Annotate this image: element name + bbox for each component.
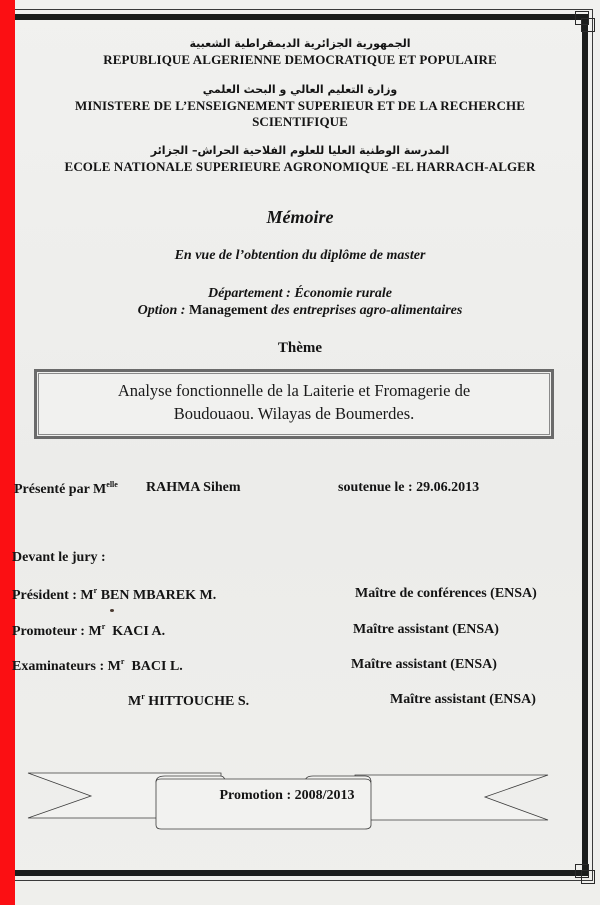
jury-member-role [128, 692, 249, 710]
jury-title-sup: r [93, 586, 98, 595]
promotion-years: Promotion : 2008/2013 [219, 788, 355, 803]
jury-member-title: Maître assistant (ENSA) [351, 657, 497, 672]
jury-role-label: Promoteur : M [12, 624, 102, 639]
theme-title-line1: Analyse fonctionnelle de la Laiterie et Fromagerie de [117, 381, 471, 400]
theme-title-box [34, 369, 554, 439]
presented-by-title-sup: elle [106, 480, 118, 489]
department: Département : Économie rurale [208, 286, 392, 301]
school-french: ECOLE NATIONALE SUPERIEURE AGRONOMIQUE -EL HARRACH-ALGER [64, 159, 536, 174]
document-type: Mémoire [266, 207, 334, 227]
degree-purpose: En vue de l’obtention du diplôme de master [174, 248, 426, 263]
jury-member-title: Maître assistant (ENSA) [353, 622, 499, 637]
frame-thick-top-line [15, 14, 588, 20]
jury-member-name: KACI A. [105, 624, 166, 639]
jury-member-name: BACI L. [124, 659, 183, 674]
option [15, 303, 585, 319]
red-binding-strip [0, 0, 15, 905]
ministry-arabic: وزارة التعليم العالي و البحث العلمي [202, 83, 398, 96]
theme-title-line2: Boudouaou. Wilayas de Boumerdes. [173, 404, 415, 423]
option-main: Management [188, 303, 272, 318]
ministry-french-line1: MINISTERE DE L’ENSEIGNEMENT SUPERIEUR ET DE LA RECHERCHE [75, 98, 525, 113]
jury-title-sup: r [141, 692, 145, 701]
frame-thin-right-line [592, 9, 593, 880]
ribbon-center-panel [156, 779, 371, 829]
jury-member-name: BEN MBAREK M. [97, 588, 217, 603]
jury-role-label: Examinateurs : M [12, 659, 121, 674]
theme-label: Thème [277, 340, 323, 356]
jury-heading: Devant le jury : [12, 550, 106, 565]
defense-date: soutenue le : 29.06.2013 [338, 480, 480, 495]
jury-title-sup: r [101, 622, 106, 631]
frame-thin-bottom-line [15, 880, 593, 881]
presented-by [14, 480, 118, 498]
jury-role-label: Président : M [12, 588, 94, 603]
jury-member-role [12, 622, 165, 640]
jury-role-label: M [128, 694, 142, 709]
frame-corner-ornament [581, 870, 595, 884]
ministry-french-line2: SCIENTIFIQUE [252, 114, 348, 129]
scan-speck [110, 609, 114, 612]
frame-thin-top-line [15, 9, 592, 10]
jury-member-title: Maître assistant (ENSA) [390, 692, 536, 707]
jury-member-role [12, 586, 216, 604]
frame-corner-ornament [581, 18, 595, 32]
option-label: Option : [137, 303, 189, 318]
jury-member-title: Maître de conférences (ENSA) [355, 586, 537, 601]
frame-thick-bottom-line [15, 870, 588, 876]
presented-by-label: Présenté par M [14, 482, 107, 497]
jury-title-sup: r [120, 657, 125, 666]
school-arabic: المدرسة الوطنية العليا للعلوم الفلاحية الحراش– الجزائر [150, 144, 450, 157]
student-name: RAHMA Sihem [146, 480, 241, 495]
republic-arabic: الجمهورية الجزائرية الديمقراطية الشعبية [189, 37, 411, 50]
option-rest: des entreprises agro-alimentaires [271, 303, 463, 318]
theme-title [37, 379, 551, 425]
republic-french: REPUBLIQUE ALGERIENNE DEMOCRATIQUE ET POPULAIRE [103, 52, 497, 67]
jury-member-name: HITTOUCHE S. [144, 694, 250, 709]
jury-member-role [12, 657, 183, 675]
